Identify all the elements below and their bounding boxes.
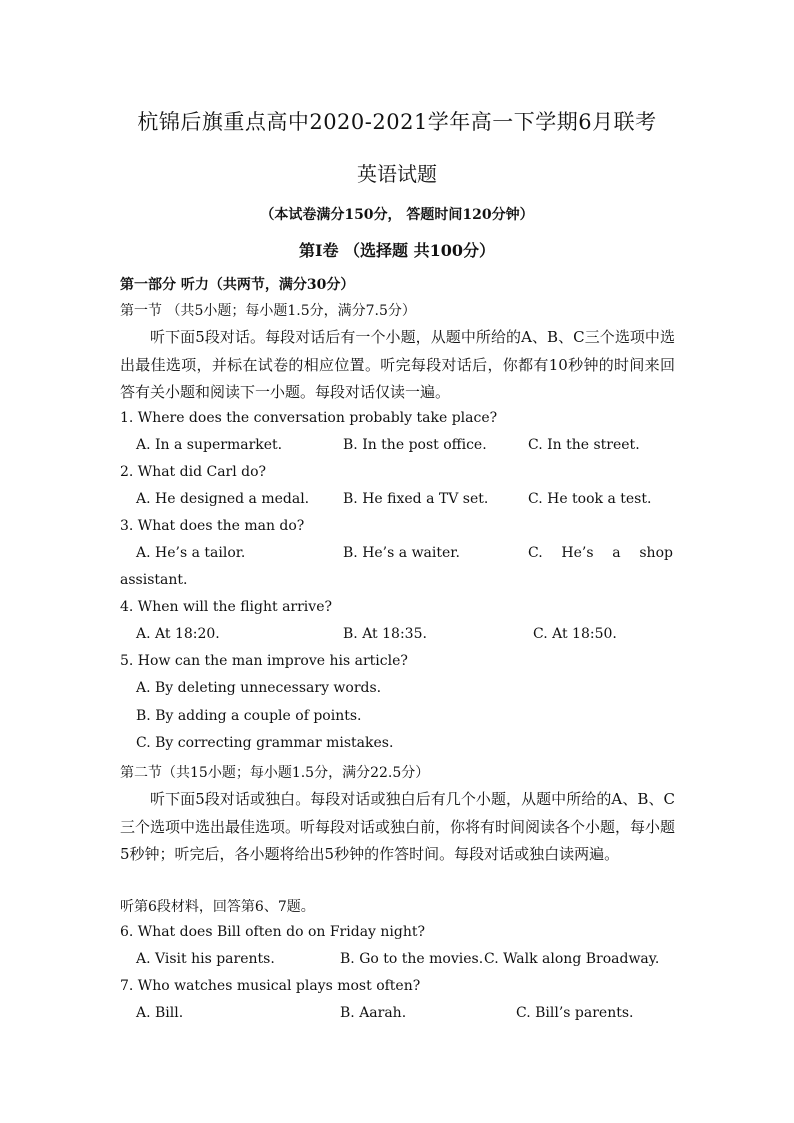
q3-option-c-word: a [612,545,621,561]
q3-option-c-word: He’s [561,545,594,561]
q3-option-b: B. He’s a waiter. [343,545,460,561]
section2-instructions: 听下面5段对话或独白。每段对话或独白后有几个小题，从题中所给的A、B、C三个选项中选出最佳选项。听每段对话或独白前，你将有时间阅读各个小题，每小题5秒钟；听完后，各小题将给出5秒钟的作答时间。每段对话或独白读两遍。 [120,790,676,863]
q2-option-b: B. He fixed a TV set. [343,491,489,507]
q1-option-b: B. In the post office. [343,437,487,453]
q7-option-a: A. Bill. [136,1005,184,1021]
q4-option-a: A. At 18:20. [136,626,220,642]
q4-option-b: B. At 18:35. [343,626,427,642]
q1-option-a: A. In a supermarket. [136,437,283,453]
section1-heading: 第一节 （共5小题；每小题1.5分，满分7.5分） [120,303,416,319]
q6-option-b: B. Go to the movies. [340,951,484,967]
score-time-note: （本试卷满分150分， 答题时间120分钟） [260,207,534,223]
q2-option-c: C. He took a test. [528,491,652,507]
question-3: 3. What does the man do? [120,518,305,534]
question-2: 2. What did Carl do? [120,464,267,480]
exam-title: 杭锦后旗重点高中2020-2021学年高一下学期6月联考 [137,110,657,134]
question-4: 4. When will the flight arrive? [120,599,332,615]
question-5: 5. How can the man improve his article? [120,653,408,669]
q3-option-c-word: C. [528,545,543,561]
q6-option-c: C. Walk along Broadway. [484,951,660,967]
section2-heading: 第二节（共15小题；每小题1.5分，满分22.5分） [120,765,430,781]
q6-option-a: A. Visit his parents. [136,951,275,967]
q7-option-b: B. Aarah. [340,1005,407,1021]
q5-option-c: C. By correcting grammar mistakes. [136,735,394,751]
q7-option-c: C. Bill’s parents. [516,1005,634,1021]
q5-option-b: B. By adding a couple of points. [136,708,362,724]
question-7: 7. Who watches musical plays most often? [120,978,421,994]
exam-subject: 英语试题 [357,162,437,186]
volume-heading: 第Ⅰ卷 （选择题 共100分） [298,241,496,260]
q3-option-c-wrap: assistant. [120,572,188,588]
question-1: 1. Where does the conversation probably take place? [120,410,498,426]
part1-heading: 第一部分 听力（共两节，满分30分） [120,277,355,293]
q4-option-c: C. At 18:50. [533,626,617,642]
q2-option-a: A. He designed a medal. [136,491,310,507]
q3-option-a: A. He’s a tailor. [136,545,246,561]
q3-option-c [528,545,673,561]
q1-option-c: C. In the street. [528,437,640,453]
section1-instructions: 听下面5段对话。每段对话后有一个小题，从题中所给的A、B、C三个选项中选出最佳选项，并标在试卷的相应位置。听完每段对话后，你都有10秒钟的时间来回答有关小题和阅读下一小题。每段对话仅读一遍。 [120,328,675,401]
q3-option-c-word: shop [639,545,673,561]
question-6: 6. What does Bill often do on Friday night? [120,924,425,940]
material-instruction: 听第6段材料，回答第6、7题。 [120,899,315,915]
q5-option-a: A. By deleting unnecessary words. [136,680,382,696]
